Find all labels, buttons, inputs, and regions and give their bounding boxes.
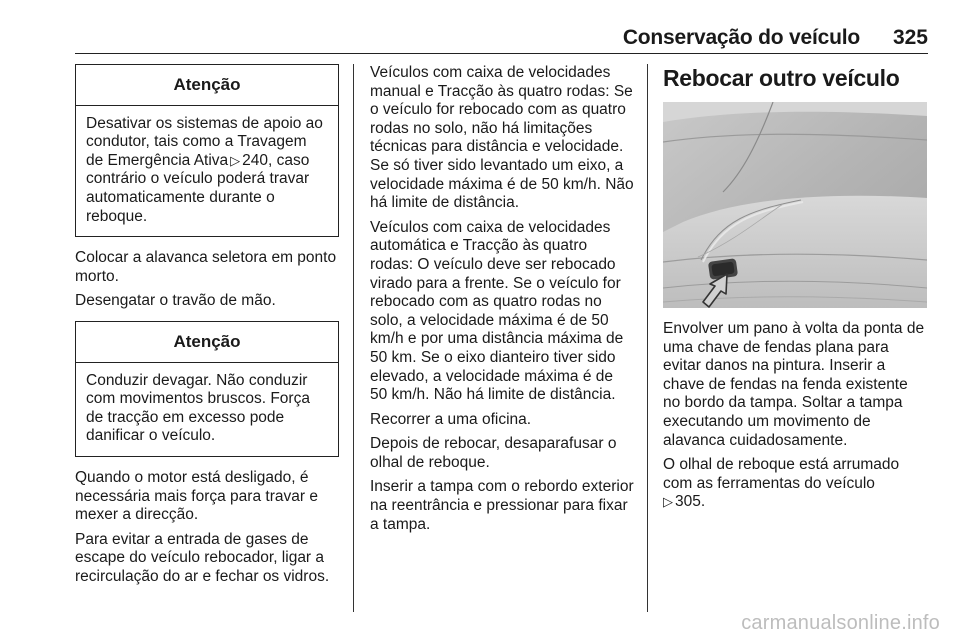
paragraph: Veículos com caixa de velocidades manual e Tracção às quatro rodas: Se o veículo for rebocado com as quatro rodas no solo, não há limitações técnicas para distância e velocidade. Se só tiver sido levantado um eixo, a velocidade máxima é de 50 km/h. Não há limite de distância.	[370, 64, 634, 212]
column-left	[75, 64, 339, 592]
column-middle	[370, 64, 634, 540]
column-divider	[647, 64, 648, 612]
page-reference[interactable]: 240	[242, 151, 269, 169]
paragraph: Para evitar a entrada de gases de escape do veículo rebocador, ligar a recirculação do ar e fechar os vidros.	[75, 530, 330, 585]
paragraph: Veículos com caixa de velocidades automática e Tracção às quatro rodas: O veículo deve ser rebocado virado para a frente. Se o veículo for rebocado com as quatro rodas no solo, a velocidade máxima é de 50 km/h e por uma distância máxima de 50 km. Se o eixo dianteiro tiver sido elevado, a velocidade máxima é de 50 km/h. Não há limite de distância.	[370, 218, 624, 404]
watermark: carmanualsonline.info	[741, 612, 940, 634]
column-right	[663, 64, 928, 518]
paragraph: Quando o motor está desligado, é necessária mais força para travar e mexer a direcção.	[75, 468, 318, 524]
warning-text: Conduzir devagar. Não conduzir com movimentos bruscos. Força de tracção em excesso pode danificar o veículo.	[86, 371, 310, 445]
warning-text: Desativar os sistemas de apoio ao condutor, tais como a Travagem de Emergência Ativa ▷ 240, caso contrário o veículo poderá travar automaticamente durante o reboque.	[86, 114, 323, 225]
page-reference[interactable]: 305	[675, 493, 701, 511]
warning-box	[75, 64, 339, 237]
paragraph: O olhal de reboque está arrumado com as ferramentas do veículo ▷ 305.	[663, 456, 900, 511]
rear-bumper-illustration	[663, 102, 927, 308]
page-ref-icon: ▷	[230, 152, 241, 168]
warning-box	[75, 321, 339, 457]
column-divider	[353, 64, 354, 612]
page-ref-icon: ▷	[663, 494, 673, 510]
running-header-title: Conservação do veículo	[622, 26, 860, 49]
warning-title: Atenção	[76, 322, 338, 363]
paragraph: Inserir a tampa com o rebordo exterior na reentrância e pressionar para fixar a tampa.	[370, 478, 634, 533]
section-heading: Rebocar outro veículo	[663, 65, 900, 91]
page-number: 325	[892, 26, 928, 49]
paragraph: Envolver um pano à volta da ponta de uma chave de fendas plana para evitar danos na pintura. Inserir a chave de fendas na fenda existente no bordo da tampa. Soltar a tampa executando um movimento de alavanca cuidadosamente.	[663, 320, 925, 449]
paragraph: Recorrer a uma oficina.	[370, 410, 532, 428]
header-rule	[75, 53, 928, 54]
paragraph: Depois de rebocar, desaparafusar o olhal de reboque.	[370, 435, 617, 471]
warning-title: Atenção	[76, 65, 338, 106]
paragraph: Desengatar o travão de mão.	[75, 292, 276, 310]
paragraph: Colocar a alavanca seletora em ponto morto.	[75, 249, 337, 285]
